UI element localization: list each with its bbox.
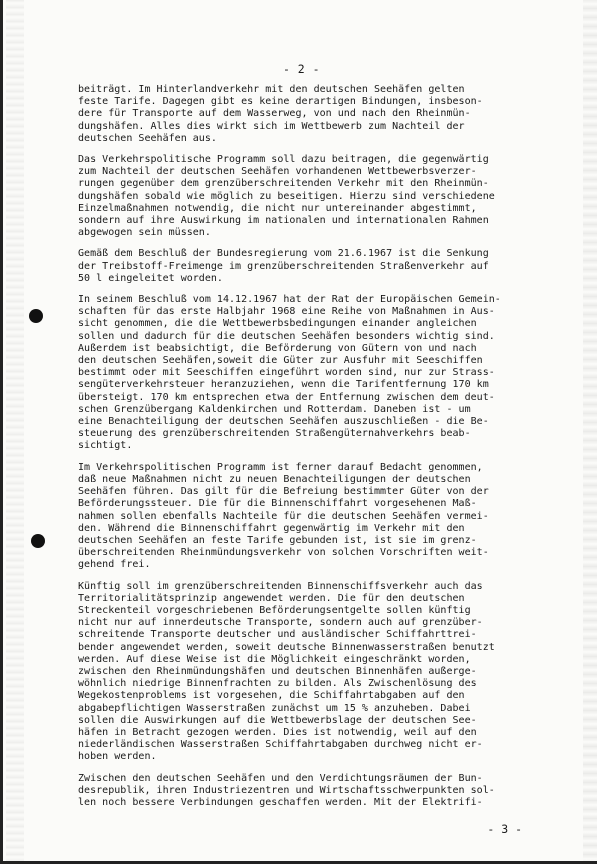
document-body [78,84,558,818]
scan-edge-left [6,0,24,864]
paragraph: Zwischen den deutschen Seehäfen und den Verdichtungsräumen der Bun- desrepublik, ihren Industriezentren und Wirtschaftsschwerpunkten sol- len noch bessere Verbindungen geschaffen werden. Mit der Elektrifi- [78,772,495,808]
paragraph: beiträgt. Im Hinterlandverkehr mit den deutschen Seehäfen gelten feste Tarife. Dagegen gibt es keine derartigen Bindungen, insbeson- dere für Transporte auf dem Wasserweg, von und nach den Rheinmün- dungshäfen. Alles dies wirkt sich im Wettbewerb zum Nachteil der deutschen Seehäfen aus. [78,84,483,144]
paragraph: Im Verkehrspolitischen Programm ist ferner darauf Bedacht genommen, daß neue Maßnahmen nicht zu neuen Benachteiligungen der deutschen Seehäfen führen. Das gilt für die Befreiung bestimmter Güter von der Beförderungssteuer. Die für die Binnenschiffahrt vorgesehenen Maß- nahmen sollen ebenfalls Nachteile für die deutschen Seehäfen vermei- den. Während die Binnenschiffahrt gegenwärtig im Verkehr mit den deutschen Seehäfen an feste Tarife gebunden ist, ist sie im grenz- überschreitenden Rheinmündungsverkehr von solchen Vorschriften weit- gehend frei. [78,461,489,571]
paragraph: Gemäß dem Beschluß der Bundesregierung vom 21.6.1967 ist die Senkung der Treibstoff-Freimenge im grenzüberschreitenden Straßenverkehr auf 50 l eingeleitet worden. [78,248,489,284]
next-page-marker: - 3 - [487,822,522,836]
paragraph: Künftig soll im grenzüberschreitenden Binnenschiffsverkehr auch das Territorialitätsprinzip angewendet werden. Die für den deutschen Streckenteil vorgeschriebenen Beförderungsentgelte sollen künftig nicht nur auf innerdeutsche Transporte, sondern auch auf grenzüber- schreitende Transporte deutscher und ausländischer Schiffahrttrei- bender angewendet werden, soweit deutsche Binnenwasserstraßen benutzt werden. Auf diese Weise ist die Möglichkeit eingeschränkt worden, zwischen den Rheinmündungshäfen und deutschen Binnenhäfen außerge- wöhnlich niedrige Binnenfrachten zu bilden. Als Zwischenlösung des Wegekostenproblems ist vorgesehen, die Schiffahrtabgaben auf den abgabepflichtigen Wasserstraßen zunächst um 15 % anzuheben. Dabei sollen die Auswirkungen auf die Wettbewerbslage der deutschen See- häfen in Betracht gezogen werden. Dies ist notwendig, weil auf den niederländischen Wasserstraßen Schiffahrtabgaben durchweg nicht er- hoben werden. [78,580,495,763]
page-number: - 2 - [282,62,321,76]
punch-hole-icon [29,309,43,323]
paragraph: Das Verkehrspolitische Programm soll dazu beitragen, die gegenwärtig zum Nachteil der deutschen Seehäfen vorhandenen Wettbewerbsverzer- rungen gegenüber dem grenzüberschreitenden Verkehr mit den Rheinmün- dungshäfen sobald wie möglich zu beseitigen. Hierzu sind verschiedene Einzelmaßnahmen notwendig, die nicht nur untereinander abgestimmt, sondern auf ihre Auswirkung im nationalen und internationalen Rahmen abgewogen sein müssen. [78,154,495,239]
punch-hole-icon [31,534,45,548]
paragraph: In seinem Beschluß vom 14.12.1967 hat der Rat der Europäischen Gemein- schaften für das erste Halbjahr 1968 eine Reihe von Maßnahmen in Aus- sicht genommen, die die Wettbewerbsbedingungen einander angleichen sollen und dadurch für die deutschen Seehäfen besonders wichtig sind. Außerdem ist beabsichtigt, die Beförderung von Gütern von und nach den deutschen Seehäfen,soweit die Güter zur Ausfuhr mit Seeschiffen bestimmt oder mit Seeschiffen eingeführt worden sind, nur zur Strass- sengüterverkehrsteuer heranzuziehen, wenn die Tarifentfernung 170 km übersteigt. 170 km entsprechen etwa der Entfernung zwischen dem deut- schen Grenzübergang Kaldenkirchen und Rotterdam. Daneben ist - um eine Benachteiligung der deutschen Seehäfen auszuschließen - die Be- steuerung des grenzüberschreitenden Straßengüternahverkehrs beab- sichtigt. [78,294,501,452]
scan-edge-right [583,0,597,864]
